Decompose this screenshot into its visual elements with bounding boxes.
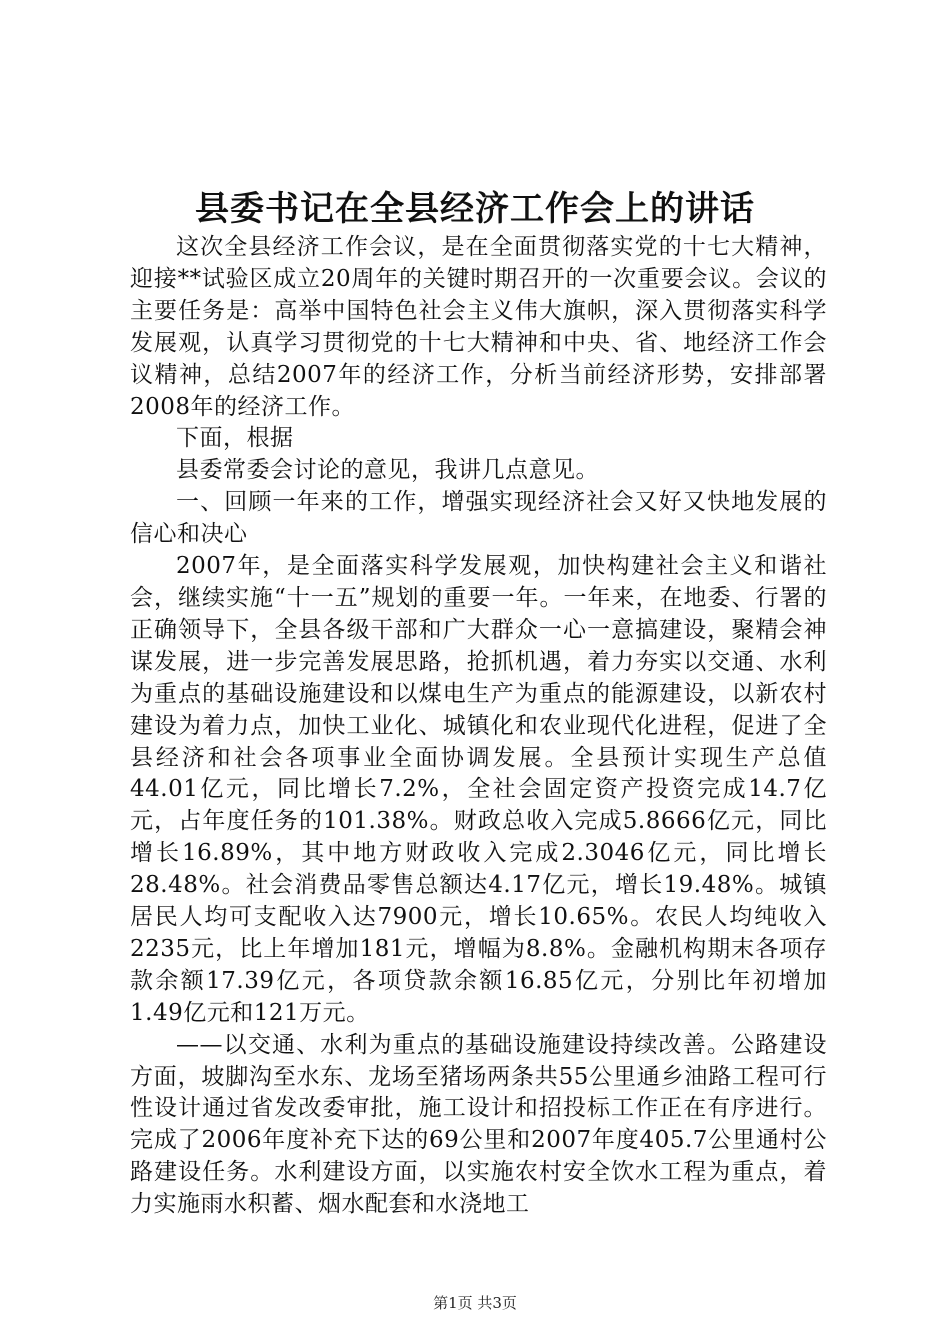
document-title: 县委书记在全县经济工作会上的讲话 [195, 189, 755, 229]
paragraph: ——以交通、水利为重点的基础设施建设持续改善。公路建设方面，坡脚沟至水东、龙场至猪场两条共55公里通乡油路工程可行性设计通过省发改委审批，施工设计和招投标工作正在有序进行。完成了2006年度补充下达的69公里和2007年度405.7公里通村公路建设任务。水利建设方面，以实施农村安全饮水工程为重点，着力实施雨水积蓄、烟水配套和水浇地工 [130, 1031, 827, 1218]
paragraph: 县委常委会讨论的意见，我讲几点意见。 [176, 457, 599, 484]
paragraph: 这次全县经济工作会议，是在全面贯彻落实党的十七大精神，迎接**试验区成立20周年的关键时期召开的一次重要会议。会议的主要任务是：高举中国特色社会主义伟大旗帜，深入贯彻落实科学发展观，认真学习贯彻党的十七大精神和中央、省、地经济工作会议精神，总结2007年的经济工作，分析当前经济形势，安排部署2008年的经济工作。 [130, 234, 827, 420]
document-body [130, 232, 827, 1221]
paragraph: 下面，根据 [176, 425, 294, 452]
section-heading: 一、回顾一年来的工作，增强实现经济社会又好又快地发展的信心和决心 [130, 489, 827, 548]
page-footer: 第1页 共3页 [433, 1294, 517, 1312]
paragraph: 2007年，是全面落实科学发展观，加快构建社会主义和谐社会，继续实施“十一五”规划的重要一年。一年来，在地委、行署的正确领导下，全县各级干部和广大群众一心一意搞建设，聚精会神谋发展，进一步完善发展思路，抢抓机遇，着力夯实以交通、水利为重点的基础设施建设和以煤电生产为重点的能源建设，以新农村建设为着力点，加快工业化、城镇化和农业现代化进程，促进了全县经济和社会各项事业全面协调发展。全县预计实现生产总值44.01亿元，同比增长7.2%，全社会固定资产投资完成14.7亿元，占年度任务的101.38%。财政总收入完成5.8666亿元，同比增长16.89%，其中地方财政收入完成2.3046亿元，同比增长28.48%。社会消费品零售总额达4.17亿元，增长19.48%。城镇居民人均可支配收入达7900元，增长10.65%。农民人均纯收入2235元，比上年增加181元，增幅为8.8%。金融机构期末各项存款余额17.39亿元，各项贷款余额16.85亿元，分别比年初增加1.49亿元和121万元。 [130, 553, 827, 1026]
